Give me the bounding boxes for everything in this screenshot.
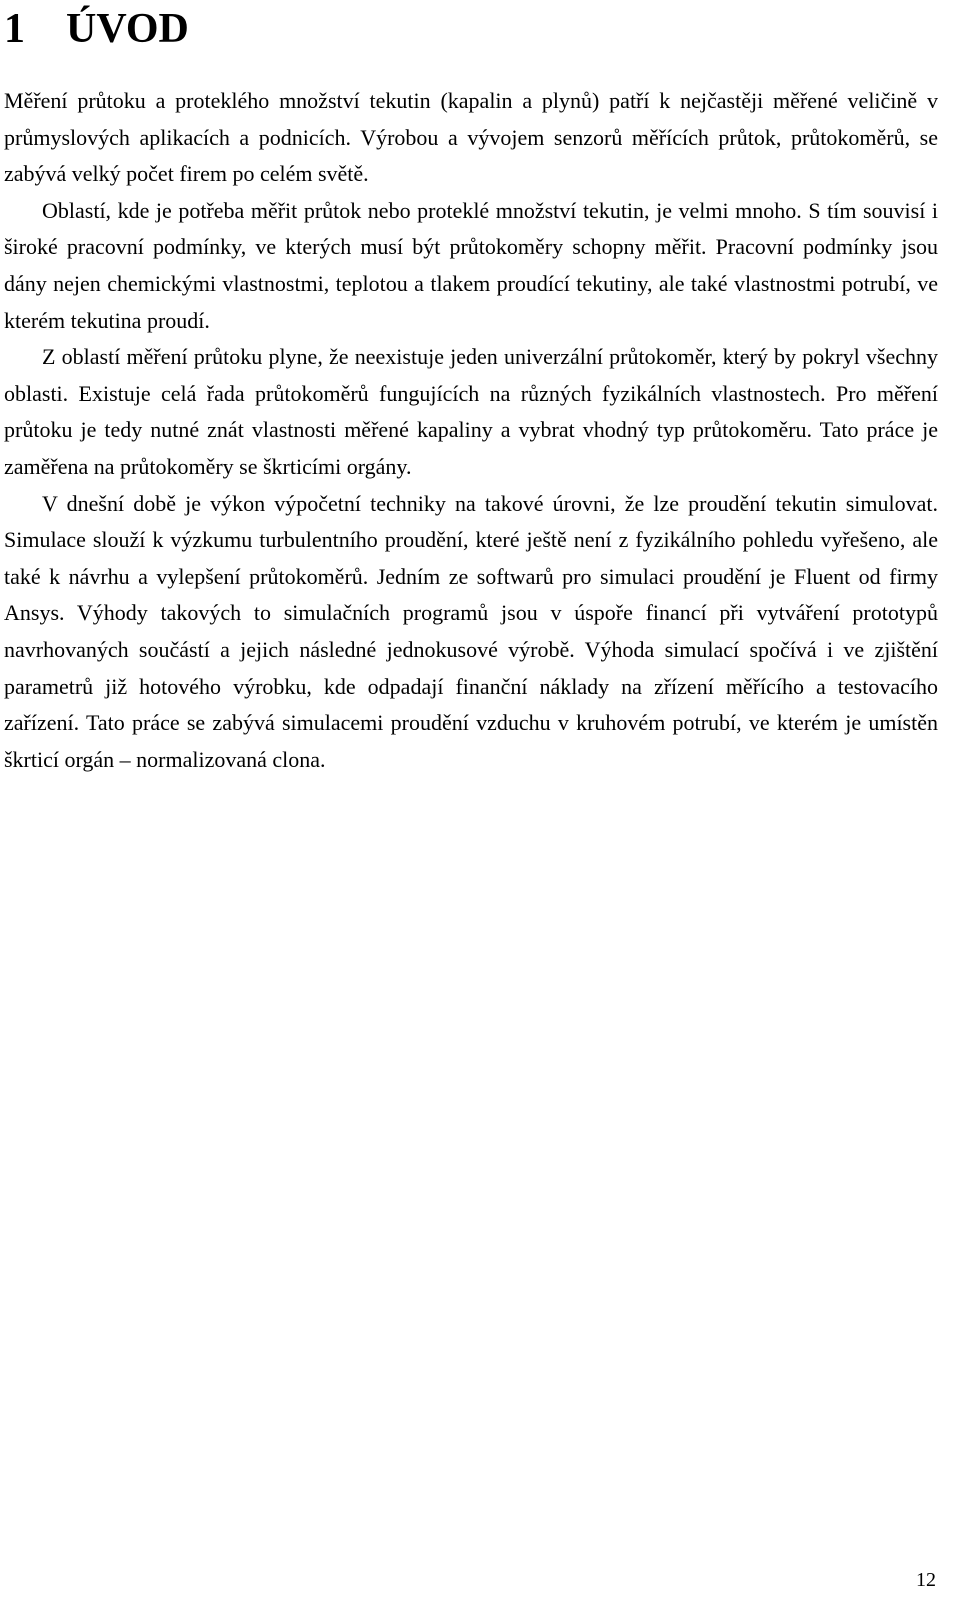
chapter-number: 1: [4, 6, 25, 52]
paragraph: Oblastí, kde je potřeba měřit průtok nebo proteklé množství tekutin, je velmi mnoho. S tím souvisí i široké pracovní podmínky, ve kterých musí být průtokoměry schopny měřit. Pracovní podmínky jsou dány nejen chemickými vlastnostmi, teplotou a tlakem proudící tekutiny, ale také vlastnostmi potrubí, ve kterém tekutina proudí.: [4, 197, 938, 333]
chapter-body: [4, 83, 938, 778]
paragraph: V dnešní době je výkon výpočetní techniky na takové úrovni, že lze proudění tekutin simulovat. Simulace slouží k výzkumu turbulentního proudění, které ještě není z fyzikálního pohledu vyřešeno, ale také k návrhu a vylepšení průtokoměrů. Jedním ze softwarů pro simulaci proudění je Fluent od firmy Ansys. Výhody takových to simulačních programů jsou v úspoře financí při vytváření prototypů navrhovaných součástí a jejich následné jednokusové výrobě. Výhoda simulací spočívá i ve zjištění parametrů již hotového výrobku, kde odpadají finanční náklady na zřízení měřícího a testovacího zařízení. Tato práce se zabývá simulacemi proudění vzduchu v kruhovém potrubí, ve kterém je umístěn škrticí orgán – normalizovaná clona.: [4, 490, 938, 772]
paragraph: Měření průtoku a proteklého množství tekutin (kapalin a plynů) patří k nejčastěji měřené veličině v průmyslových aplikacích a podnicích. Výrobou a vývojem senzorů měřících průtok, průtokoměrů, se zabývá velký počet firem po celém světě.: [4, 88, 938, 187]
paragraph: Z oblastí měření průtoku plyne, že neexistuje jeden univerzální průtokoměr, který by pokryl všechny oblasti. Existuje celá řada průtokoměrů fungujících na různých fyzikálních vlastnostech. Pro měření průtoku je tedy nutné znát vlastnosti měřené kapaliny a vybrat vhodný typ průtokoměru. Tato práce je zaměřena na průtokoměry se škrticími orgány.: [4, 344, 938, 479]
chapter-title: ÚVOD: [66, 6, 189, 52]
page-number: 12: [916, 1569, 936, 1591]
chapter-heading: [4, 4, 189, 54]
